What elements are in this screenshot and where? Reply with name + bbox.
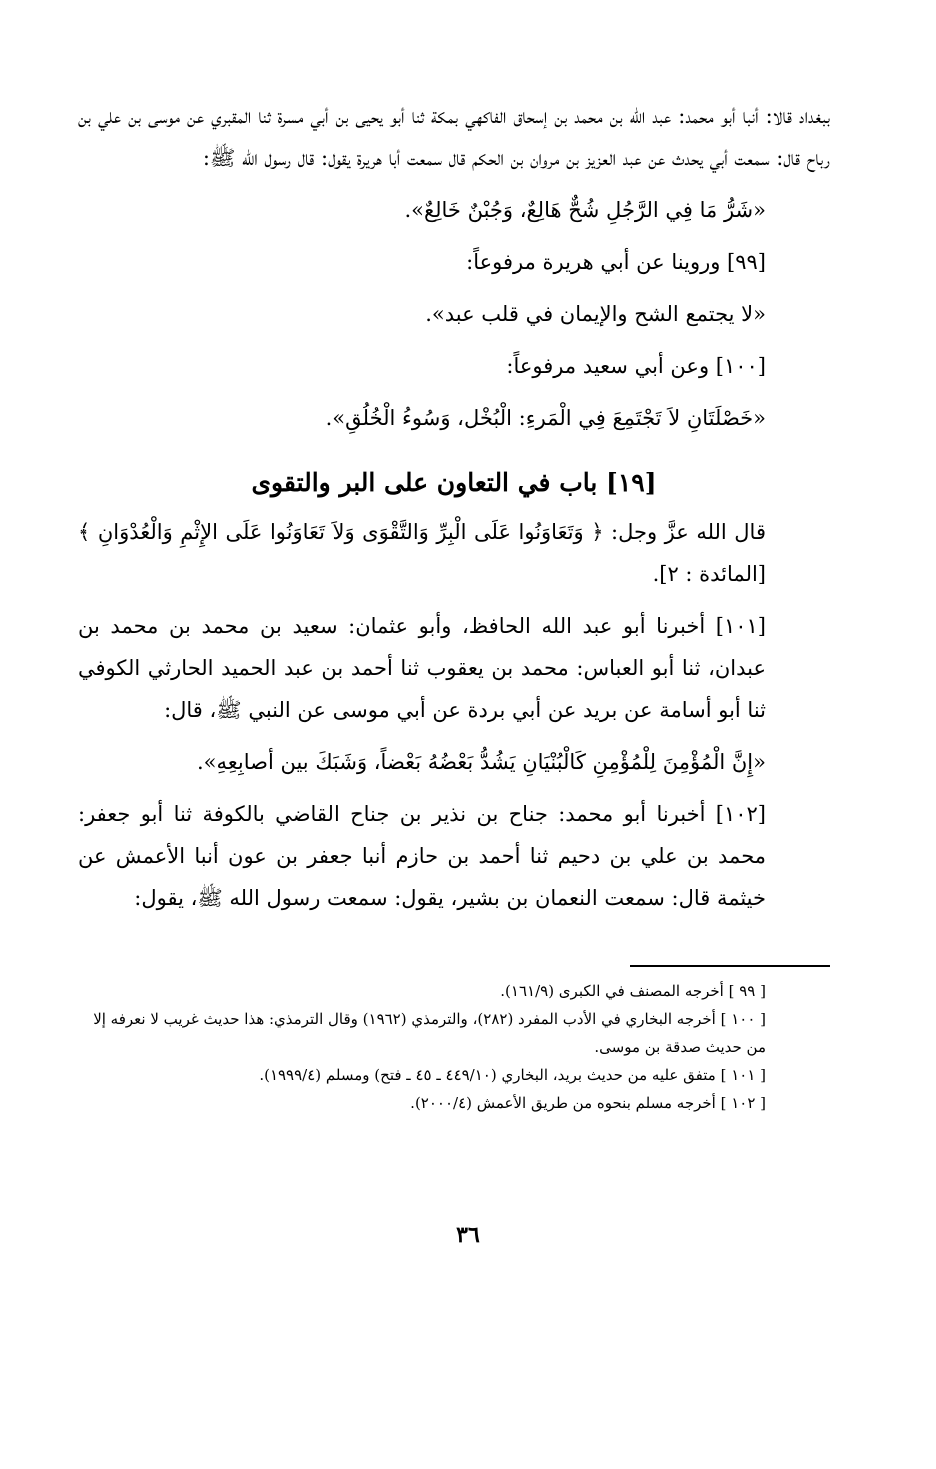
hadith-quote: «شَرُّ مَا فِي الرَّجُلِ شُحٌّ هَالِعٌ، وَجُبْنٌ خَالِعٌ». [404, 198, 766, 222]
hadith-quote: «خَصْلَتَانِ لاَ تَجْتَمِعَ فِي الْمَرءِ: الْبُخْل، وَسُوءُ الْخُلُقِ». [325, 406, 766, 430]
hadith-quote: «إِنَّ الْمُؤْمِنَ لِلْمُؤْمِنِ كَالْبُنْيَانِ يَشُدُّ بَعْضُهُ بَعْضاً، وَشَبَكَ بين أصابِعِهِ». [196, 750, 766, 774]
footnote-divider [630, 965, 830, 967]
hadith-101-paragraph: [١٠١] أخبرنا أبو عبد الله الحافظ، وأبو عثمان: سعيد بن محمد بن محمد بن عبدان، ثنا أبو العباس: محمد بن يعقوب ثنا أحمد بن عبد الحميد الحارثي الكوفي ثنا أبو أسامة عن بريد عن أبي بردة عن أبي موسى عن النبي ﷺ، قال: [78, 614, 766, 722]
hadith-100-heading: [١٠٠] وعن أبي سعيد مرفوعاً: [506, 354, 766, 378]
hadith-102-paragraph: [١٠٢] أخبرنا أبو محمد: جناح بن نذير بن جناح القاضي بالكوفة ثنا أبو جعفر: محمد بن علي بن دحيم ثنا أحمد بن حازم أنبا جعفر بن عون أنبا الأعمش عن خيثمة قال: سمعت النعمان بن بشير، يقول: سمعت رسول الله ﷺ، يقول: [78, 802, 766, 910]
hadith-99-heading: [٩٩] وروينا عن أبي هريرة مرفوعاً: [466, 250, 766, 274]
footnote: [ ١٠١ ] متفق عليه من حديث بريد، البخاري (٤٤٩/١٠ ـ ٤٥ ـ فتح) ومسلم (١٩٩٩/٤). [259, 1066, 766, 1084]
page-number: ٣٦ [456, 1222, 480, 1248]
footnote: [ ١٠٠ ] أخرجه البخاري في الأدب المفرد (٢٨٢)، والترمذي (١٩٦٢) وقال الترمذي: هذا حديث غريب لا نعرفه إلا من حديث صدقة بن موسى. [93, 1010, 766, 1056]
page-body [78, 95, 830, 1117]
opening-paragraph: ببغداد قالا: أنبا أبو محمد: عبد الله بن محمد بن إسحاق الفاكهي بمكة ثنا أبو يحيى بن أبي مسرة ثنا المقبري عن موسى بن علي بن رباح قال: سمعت أبي يحدث عن عبد العزيز بن مروان بن الحكم قال سمعت أبا هريرة يقول: قال رسول الله ﷺ: [78, 104, 830, 170]
footnote: [ ١٠٢ ] أخرجه مسلم بنحوه من طريق الأعمش (٢٠٠٠/٤). [410, 1094, 766, 1112]
hadith-quote: «لا يجتمع الشح والإيمان في قلب عبد». [425, 302, 766, 326]
quran-verse: قال الله عزَّ وجل: ﴿ وَتَعَاوَنُوا عَلَى الْبِرِّ وَالتَّقْوَى وَلاَ تَعَاوَنُوا عَلَى الإِثْمِ وَالْعُدْوَانِ ﴾ [المائدة : ٢]. [78, 520, 766, 586]
chapter-heading: [١٩] باب في التعاون على البر والتقوى [251, 468, 657, 497]
footnote: [ ٩٩ ] أخرجه المصنف في الكبرى (١٦١/٩). [500, 982, 766, 1000]
